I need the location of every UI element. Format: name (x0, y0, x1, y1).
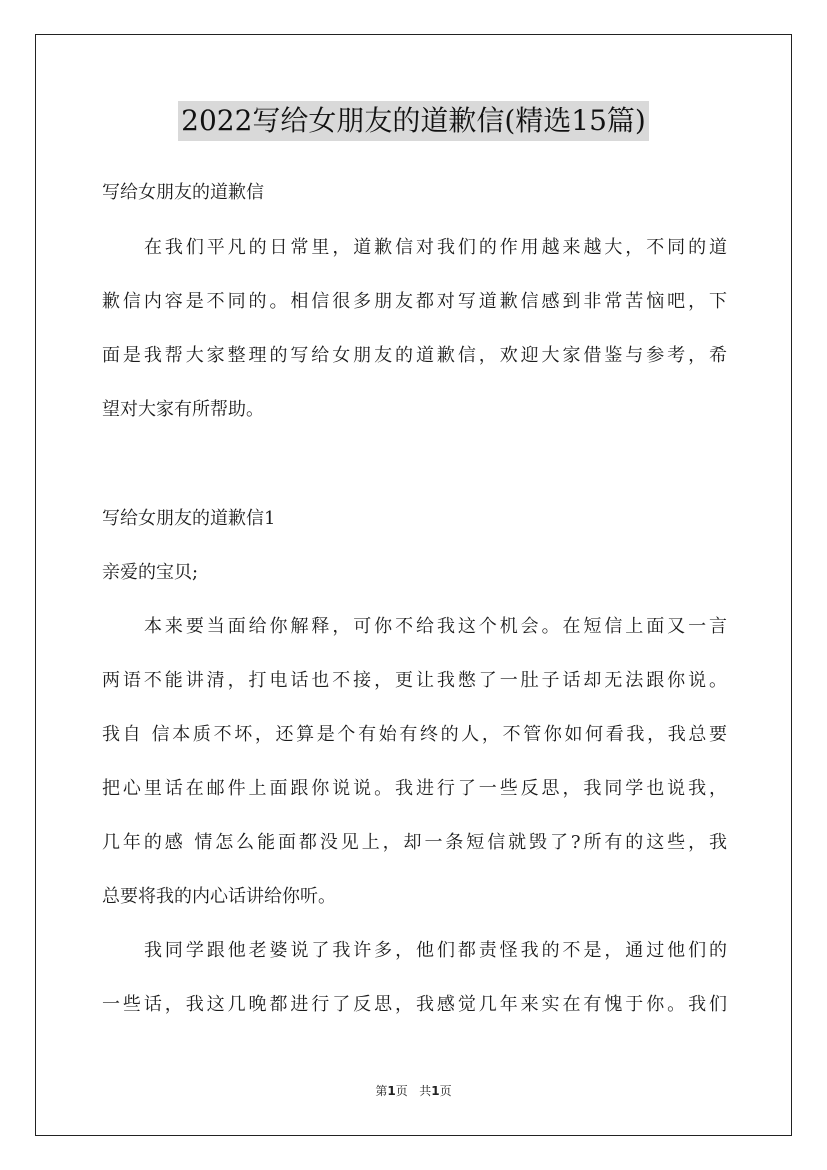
paragraph-line: 我自 信本质不坏，还算是个有始有终的人，不管你如何看我，我总要 (102, 724, 727, 745)
intro-line: 在我们平凡的日常里，道歉信对我们的作用越来越大，不同的道 (144, 237, 727, 258)
paragraph-line: 把心里话在邮件上面跟你说说。我进行了一些反思，我同学也说我， (102, 778, 727, 799)
document-title: 2022写给女朋友的道歉信(精选15篇) (178, 101, 649, 141)
paragraph-line: 我同学跟他老婆说了我许多，他们都责怪我的不是，通过他们的 (144, 940, 727, 961)
section-heading-intro: 写给女朋友的道歉信 (102, 182, 264, 203)
paragraph-line: 几年的感 情怎么能面都没见上，却一条短信就毁了?所有的这些，我 (102, 832, 727, 853)
footer-prefix: 第 (375, 1084, 388, 1098)
salutation: 亲爱的宝贝; (102, 562, 199, 583)
intro-line: 歉信内容是不同的。相信很多朋友都对写道歉信感到非常苦恼吧，下 (102, 291, 727, 312)
page-footer (0, 1082, 827, 1099)
intro-line: 面是我帮大家整理的写给女朋友的道歉信，欢迎大家借鉴与参考，希 (102, 345, 727, 366)
intro-line: 望对大家有所帮助。 (102, 399, 264, 420)
footer-total-number: 1 (431, 1084, 440, 1098)
paragraph-line: 一些话，我这几晚都进行了反思，我感觉几年来实在有愧于你。我们 (102, 994, 727, 1015)
footer-page-suffix: 页 (395, 1084, 408, 1098)
section-heading-letter1: 写给女朋友的道歉信1 (102, 508, 276, 529)
footer-total-prefix: 共 (419, 1084, 432, 1098)
footer-total-suffix: 页 (439, 1084, 452, 1098)
paragraph-line: 总要将我的内心话讲给你听。 (102, 886, 336, 907)
footer-page-number: 1 (387, 1084, 396, 1098)
title-container (0, 101, 827, 141)
paragraph-line: 本来要当面给你解释，可你不给我这个机会。在短信上面又一言 (144, 616, 727, 637)
paragraph-line: 两语不能讲清，打电话也不接，更让我憋了一肚子话却无法跟你说。 (102, 670, 727, 691)
